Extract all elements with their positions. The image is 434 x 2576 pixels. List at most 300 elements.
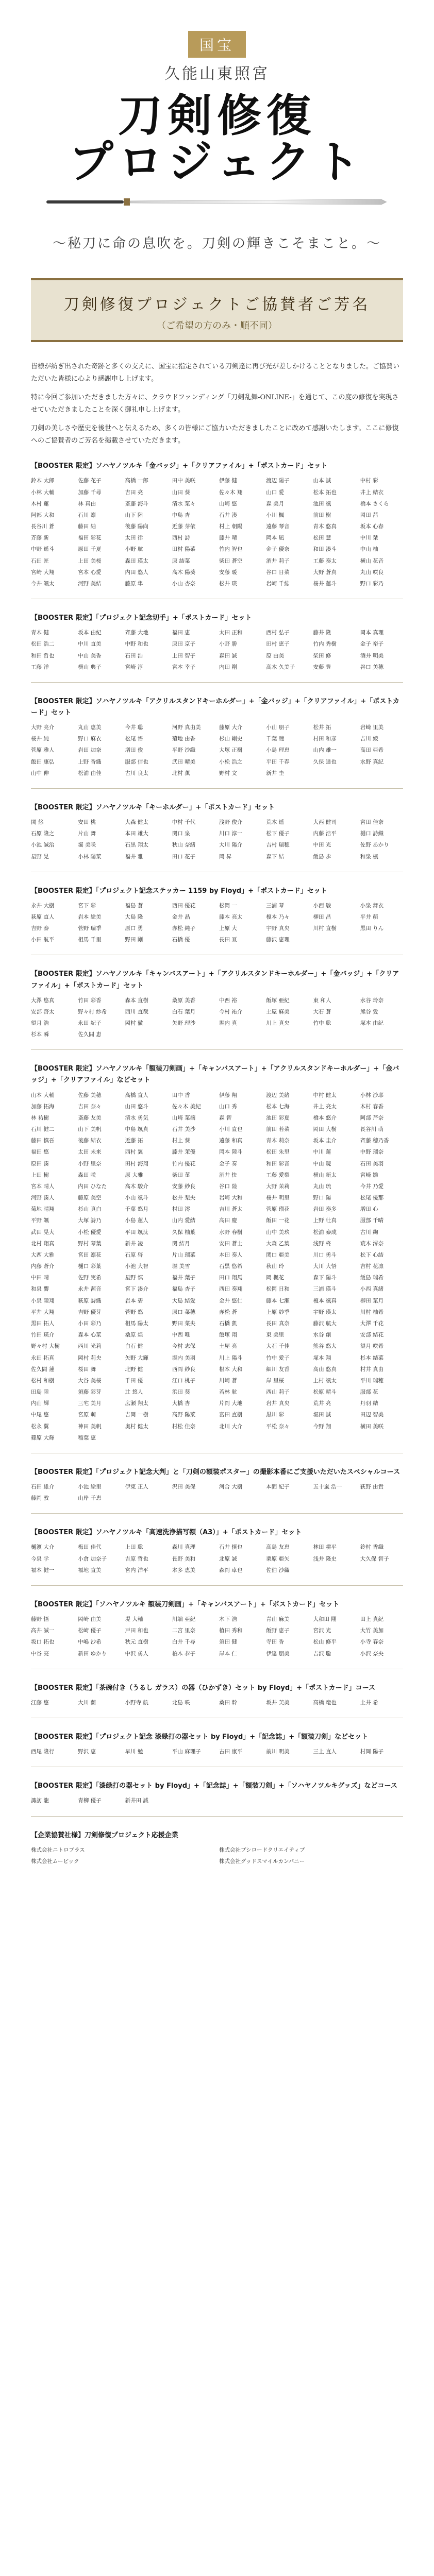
sponsor-name: 坂口 拓也 — [31, 1639, 55, 1646]
sponsor-name: 松永 翼 — [31, 1423, 49, 1430]
sponsor-name: 田島 陸 — [31, 1389, 49, 1396]
sponsor-name: 石橋 優 — [172, 937, 190, 943]
sponsor-name: 堀田 誠 — [313, 1412, 331, 1418]
sponsor-name: 平井 大翔 — [31, 1309, 55, 1315]
sponsor-name: 西田 奏翔 — [219, 1286, 243, 1293]
sponsor-name: 伊達 朋美 — [266, 1650, 290, 1657]
sponsor-name: 大和田 剛 — [313, 1616, 337, 1623]
sponsor-name: 秋山 奈緒 — [172, 842, 196, 849]
sponsor-name: 岡村 莉央 — [78, 1354, 102, 1361]
sponsor-name: 石橋 凱 — [219, 1320, 237, 1327]
sponsor-name: 森本 直樹 — [125, 997, 148, 1004]
sponsor-name: 小泉 舞衣 — [360, 902, 384, 909]
sponsor-name: 杉本 瞬 — [31, 1031, 49, 1038]
intro-paragraph: 刀剣の美しさや歴史を後世へと伝えるため、多くの皆様にご協力いただきましたことに改めて感謝いたします。ここに修復へのご協賛者のご芳名を掲載させていただきます。 — [31, 425, 399, 445]
sponsor-name: 岩井 真央 — [266, 1400, 290, 1407]
sponsor-name: 金子 奏 — [219, 1160, 237, 1167]
sponsor-name: 野村 文 — [219, 770, 237, 776]
sponsor-name: 平川 瑞穂 — [360, 1377, 384, 1384]
section-divider — [31, 1513, 403, 1514]
sponsor-name: 増田 俊 — [125, 747, 143, 754]
sponsor-name: 河合 大樹 — [219, 1483, 243, 1490]
section-divider — [31, 1585, 403, 1586]
sponsor-name: 西岡 紗良 — [172, 1366, 196, 1372]
sponsor-name: 田辺 智美 — [360, 1412, 384, 1418]
sponsor-name: 中西 裕 — [219, 997, 237, 1004]
sponsor-name: 荻野 由貴 — [360, 1483, 384, 1490]
sponsor-name: 田口 花子 — [172, 853, 196, 860]
sponsor-name: 松崎 優子 — [78, 1628, 102, 1634]
sponsor-name: 中野 和也 — [125, 641, 148, 648]
sponsor-name: 斎藤 友美 — [78, 1114, 102, 1121]
sponsor-name: 新井田 誠 — [125, 1798, 148, 1804]
sponsor-name: 平野 沙織 — [172, 747, 196, 754]
sponsor-name: 中川 直美 — [78, 641, 102, 648]
sponsor-name: 河野 湊人 — [31, 1195, 55, 1201]
sponsor-name: 飯野 恵子 — [266, 1628, 290, 1634]
sponsor-name: 岩崎 千紘 — [266, 580, 290, 587]
sponsor-name: 本田 雄大 — [125, 831, 148, 837]
sponsor-name: 山下 美帆 — [78, 1126, 102, 1133]
sponsor-name: 河野 美結 — [78, 580, 102, 587]
sponsor-name: 金子 裕子 — [360, 641, 384, 648]
sponsor-name: 望月 浩 — [31, 1020, 49, 1027]
sponsor-name: 石田 美羽 — [360, 1160, 384, 1167]
sponsor-name: 柴田 菫 — [172, 1172, 190, 1178]
sponsor-name: 中山 暁 — [313, 1160, 331, 1167]
sponsor-name: 奥村 健太 — [125, 1423, 148, 1430]
sponsor-name: 佐久間 恵 — [78, 1031, 102, 1038]
sponsor-name: 山岸 千恵 — [78, 1495, 102, 1502]
sponsor-name: 久保 柚葉 — [172, 1229, 196, 1235]
sponsor-name: 森 美月 — [266, 500, 285, 507]
sponsor-name: 福井 葉子 — [172, 1275, 196, 1281]
sponsor-name: 佐伯 沙織 — [266, 1567, 290, 1573]
sponsor-name: 谷口 日菜 — [266, 569, 290, 575]
sponsor-name: 佐々木 美紀 — [172, 1103, 201, 1110]
sponsor-name: 株式会社ニトロプラス — [31, 1846, 85, 1853]
sponsor-name: 高島 友恵 — [266, 1544, 290, 1551]
sponsor-name: 堀 美咲 — [78, 842, 96, 849]
sponsor-name: 横山 新太 — [313, 1172, 337, 1178]
sponsor-name: 柳田 昌 — [313, 913, 331, 920]
section-divider — [31, 788, 403, 789]
sponsor-name: 西村 詩 — [172, 535, 190, 541]
sponsor-name: 山内 愛結 — [172, 1217, 196, 1224]
sponsor-name: 中嶋 沙希 — [78, 1639, 102, 1646]
sponsor-name: 竹中 聡 — [313, 1020, 331, 1027]
sponsor-name-list — [31, 1483, 403, 1502]
sponsor-section-title: 【BOOSTER 限定】「茶碗付き（うるし ガラス）の器（ひかずき）セット by Floyd」+「ポストカード」コース — [31, 1684, 376, 1692]
sponsor-name: 横山 花音 — [360, 557, 384, 564]
sponsor-name: 宇野 瑛太 — [313, 1309, 337, 1315]
sponsor-name: 三上 直人 — [313, 1749, 337, 1755]
sponsor-name: 宮内 洋平 — [125, 1567, 148, 1573]
sponsor-name: 藤田 紬 — [78, 523, 96, 530]
sponsor-name: 田中 美咲 — [172, 478, 196, 484]
sponsor-name: 浅野 柊 — [313, 1240, 331, 1247]
sponsor-name: 大塚 正樹 — [219, 747, 243, 754]
sponsor-name: 菅原 雅人 — [31, 747, 55, 754]
sponsor-name: 熊谷 悠大 — [313, 1343, 337, 1350]
sponsor-name: 松岡 日和 — [266, 1286, 290, 1293]
sponsor-name: 安部 啓太 — [31, 1008, 55, 1015]
sponsor-name: 木村 蓮 — [31, 500, 49, 507]
sponsor-name: 高山 悠真 — [313, 1366, 337, 1372]
sponsor-name: 飯島 瑞希 — [360, 1275, 384, 1281]
sponsor-name: 三浦 琴 — [266, 902, 285, 909]
sponsor-name-list — [31, 629, 403, 671]
sponsor-name: 安田 桃 — [78, 819, 96, 826]
sponsor-name-list — [31, 724, 403, 777]
sponsor-name-list — [31, 1092, 403, 1442]
sponsor-name: 中沢 勇人 — [125, 1650, 148, 1657]
sponsor-name-list — [31, 902, 403, 944]
sponsor-name: 平松 奈々 — [266, 1423, 290, 1430]
sponsor-name: 小野 航 — [125, 546, 143, 553]
sponsor-section-title: 【BOOSTER 限定】ソハヤノツルキ「アクリルスタンドキーホルダー」+「金バッジ」+「クリアファイル」+「ポストカード」セット — [31, 697, 399, 717]
sponsor-name: 宮下 湊介 — [125, 1286, 148, 1293]
sponsor-name: 杉本 結菜 — [360, 1354, 384, 1361]
sponsor-name: 山田 葵 — [172, 489, 190, 496]
sponsor-name: 上原 紗季 — [266, 1309, 290, 1315]
sponsor-name: 加藤 千尋 — [78, 489, 102, 496]
sponsor-name: 萩原 直人 — [31, 913, 55, 920]
sponsor-name: 伊東 正人 — [125, 1483, 148, 1490]
sponsor-name: 村田 澪 — [172, 1206, 190, 1213]
sponsor-name: 小沢 奈央 — [360, 1650, 384, 1657]
sponsor-name: 土井 希 — [360, 1699, 378, 1706]
sponsor-name: 岸本 仁 — [219, 1650, 237, 1657]
sponsor-name: 川口 淳一 — [219, 831, 243, 837]
section-divider — [31, 682, 403, 683]
sponsor-name: 宮崎 大翔 — [31, 569, 55, 575]
sponsor-name: 岩田 奏多 — [313, 1206, 337, 1213]
sponsor-name: 北川 大介 — [219, 1423, 243, 1430]
sponsor-name: 上村 颯太 — [313, 1377, 337, 1384]
sponsor-name: 村井 真由 — [360, 1366, 384, 1372]
sponsor-name: 岩田 加奈 — [78, 747, 102, 754]
sponsor-name: 大橋 杏 — [172, 1400, 190, 1407]
sponsor-name: 坂本 由紀 — [78, 630, 102, 636]
sponsor-name: 桜田 舞 — [78, 1366, 96, 1372]
sponsor-name: 小田 彩乃 — [78, 1320, 102, 1327]
sponsor-name: 矢野 理沙 — [172, 1020, 196, 1027]
sponsor-name: 小田 航平 — [31, 937, 55, 943]
sponsor-name: 内藤 蒼介 — [31, 1263, 55, 1270]
sponsor-name: 坂本 心春 — [360, 523, 384, 530]
sponsor-name: 丸山 琉 — [313, 1183, 331, 1190]
sponsor-name: 中野 遥斗 — [31, 546, 55, 553]
sponsor-name: 西山 莉子 — [266, 1389, 290, 1396]
sponsor-name: 江口 桃子 — [172, 1377, 196, 1384]
sponsor-name: 原田 京子 — [172, 641, 196, 648]
sponsor-name: 石田 浩 — [125, 652, 143, 659]
sponsor-name: 桜井 純 — [31, 736, 49, 742]
sponsor-name: 和田 彩音 — [266, 1160, 290, 1167]
sponsor-name: 永井 大樹 — [31, 902, 55, 909]
sponsor-name: 酒井 快 — [219, 1172, 237, 1178]
sponsor-name: 藤沢 航大 — [313, 1320, 337, 1327]
sponsor-name: 望月 咲希 — [360, 1343, 384, 1350]
sponsor-name: 小山 朋子 — [266, 724, 290, 731]
sponsor-section — [31, 613, 403, 683]
sponsor-name: 酒井 明美 — [360, 652, 384, 659]
sponsor-name: 吉岡 一樹 — [125, 1412, 148, 1418]
sponsor-name: 近藤 拓 — [125, 1138, 143, 1144]
sponsor-name: 斉藤 穂乃香 — [360, 1138, 389, 1144]
sponsor-name: 渡辺 美緒 — [266, 1092, 290, 1098]
sponsor-name: 大野 茉莉 — [266, 1183, 290, 1190]
sponsor-name: 野沢 恵 — [78, 1749, 96, 1755]
sponsor-name: 本田 奏人 — [219, 1251, 243, 1258]
sponsor-name: 杉山 剛史 — [219, 736, 243, 742]
sponsor-name: 岡 楓花 — [266, 1275, 285, 1281]
sponsor-name: 東 和人 — [313, 997, 331, 1004]
sponsor-name: 長田 真奈 — [266, 1320, 290, 1327]
sponsor-name: 宮沢 光 — [313, 1628, 331, 1634]
sponsor-name: 今野 翔 — [313, 1423, 331, 1430]
sponsor-name: 高木 久美子 — [266, 664, 295, 670]
sponsor-name: 西川 光莉 — [78, 1343, 102, 1350]
sponsor-section — [31, 886, 403, 956]
sponsor-name: 増田 心 — [360, 1206, 378, 1213]
sponsor-name: 吉村 瑞穂 — [266, 842, 290, 849]
sponsor-name: 中川 栞 — [360, 535, 378, 541]
sponsor-name: 桑田 幹 — [219, 1699, 237, 1706]
sponsor-name: 水野 春樹 — [219, 1229, 243, 1235]
sponsor-name: 飯塚 亜紀 — [266, 997, 290, 1004]
sponsor-name: 岩本 絵美 — [78, 913, 102, 920]
sponsor-name: 竹中 愛子 — [266, 1354, 290, 1361]
sponsor-name: 金子 優奈 — [266, 546, 290, 553]
sponsor-name: 田中 香 — [172, 1092, 190, 1098]
sponsor-name: 今井 乃愛 — [360, 1183, 384, 1190]
sponsor-name: 菅野 悠 — [125, 1309, 143, 1315]
sponsor-name: 松本 拓也 — [313, 489, 337, 496]
sponsor-name: 荒井 亮 — [313, 1400, 331, 1407]
sponsor-name: 本多 恵美 — [172, 1567, 196, 1573]
sponsor-name: 中島 颯真 — [125, 1126, 148, 1133]
sponsor-section — [31, 1781, 403, 1816]
sponsor-name: 中村 彩 — [360, 478, 378, 484]
sponsor-name: 土屋 麻美 — [266, 1008, 290, 1015]
sponsor-name: 樋口 彩葉 — [78, 1263, 102, 1270]
sponsor-name: 前田 樹 — [313, 512, 331, 518]
sponsor-name: 堀内 真 — [219, 1020, 237, 1027]
sponsor-name: 鈴村 香織 — [360, 1544, 384, 1551]
sponsor-name: 松田 慧 — [313, 535, 331, 541]
sponsor-name: 新井 圭 — [266, 770, 285, 776]
sponsor-name: 柴田 修 — [313, 652, 331, 659]
sponsor-name: 安藤 豊 — [313, 664, 331, 670]
sponsor-name: 丹羽 結 — [360, 1400, 378, 1407]
sponsor-name: 五十嵐 浩一 — [313, 1483, 342, 1490]
sponsor-name: 藤原 美空 — [78, 1195, 102, 1201]
sponsor-name: 石井 湊 — [219, 512, 237, 518]
sponsor-name: 北島 咲 — [172, 1699, 190, 1706]
sponsor-name: 大塚 詩乃 — [78, 1217, 102, 1224]
sponsor-name: 宮下 彩 — [78, 902, 96, 909]
sponsor-name: 三浦 瑛斗 — [313, 1286, 337, 1293]
sponsor-name: 広瀬 翔太 — [125, 1400, 148, 1407]
sponsor-name: 金井 晶 — [172, 913, 190, 920]
sponsor-name: 飯塚 翔 — [219, 1332, 237, 1338]
sponsor-name: 大野 蒼真 — [313, 569, 337, 575]
sponsor-name: 岩本 碧 — [125, 1297, 143, 1304]
sponsor-name: 小野寺 航 — [125, 1699, 148, 1706]
sponsor-name: 西村 弘子 — [266, 630, 290, 636]
sponsor-name: 今村 祐介 — [219, 1008, 243, 1015]
sponsor-name: 大野 亮介 — [31, 724, 55, 731]
intro-text — [31, 361, 403, 447]
sponsor-section — [31, 1063, 403, 1453]
sponsor-name: 山田 悠斗 — [125, 1103, 148, 1110]
sponsor-name: 若林 航 — [219, 1389, 237, 1396]
sponsor-name: 千葉 悠月 — [125, 1206, 148, 1213]
sponsor-name: 福島 杏子 — [172, 1286, 196, 1293]
sponsor-name: 原 大雅 — [125, 1172, 143, 1178]
sponsor-name: 岩崎 里美 — [360, 724, 384, 731]
sponsor-name: 村田 和彦 — [313, 736, 337, 742]
sponsor-name: 佐々木 翔 — [219, 489, 243, 496]
sponsor-name: 梅田 佳代 — [78, 1544, 102, 1551]
sponsor-name: 岩崎 大和 — [219, 1195, 243, 1201]
sponsor-name: 福地 直美 — [78, 1567, 102, 1573]
sponsor-name: 佐野 あかり — [360, 842, 389, 849]
sponsor-name: 上田 聡 — [125, 1544, 143, 1551]
sponsor-name: 土屋 亮 — [219, 1343, 237, 1350]
sponsor-name: 福井 雅 — [125, 853, 143, 860]
sponsor-name: 中野 瑠奈 — [360, 1149, 384, 1156]
sponsor-section-title: 【BOOSTER 限定】ソハヤノツルキ「キーホルダー」+「ポストカード」セット — [31, 803, 275, 811]
sponsor-name: 樋口 詩織 — [360, 831, 384, 837]
sponsor-name: 藤野 悟 — [31, 1616, 49, 1623]
hero-title-line-1: 刀剣修復 — [118, 90, 316, 142]
sponsor-name: 江藤 悠 — [31, 1699, 49, 1706]
sponsor-section — [31, 1830, 403, 1865]
sponsor-name: 関 悠 — [31, 819, 44, 826]
sponsor-name: 松尾 悟 — [125, 736, 143, 742]
sponsor-name: 森田 瑛太 — [125, 557, 148, 564]
sponsor-name: 青柳 優子 — [78, 1798, 102, 1804]
sponsor-section — [31, 969, 403, 1050]
sponsor-name: 平野 颯 — [31, 1217, 49, 1224]
sponsor-name: 菅原 瑠花 — [266, 1206, 290, 1213]
sponsor-name: 新井 凌 — [125, 1240, 143, 1247]
sponsor-name: 水野 真紀 — [360, 758, 384, 765]
sponsor-name: 宮本 心愛 — [78, 569, 102, 575]
sponsor-name: 石井 美沙 — [172, 1126, 196, 1133]
sponsor-name: 長谷川 蒼 — [31, 523, 55, 530]
sponsor-section — [31, 1683, 403, 1718]
sponsor-name: 吉川 綾 — [360, 736, 378, 742]
sponsor-name: 遠藤 琴音 — [266, 523, 290, 530]
sponsor-name: 吉川 蒼太 — [219, 1206, 243, 1213]
sponsor-name: 遠藤 和真 — [219, 1138, 243, 1144]
sponsor-section-title: 【BOOSTER 限定】ソハヤノツルキ「額装刀剣画」+「キャンバスアート」+「アクリルスタンドキーホルダー」+「金バッジ」+「クリアファイル」などセット — [31, 1065, 399, 1084]
sponsor-name-list — [31, 1846, 403, 1865]
sponsor-name: 石川 健二 — [31, 1126, 55, 1133]
sponsor-name: 酒井 莉子 — [266, 557, 290, 564]
sponsor-name: 岸 里桜 — [266, 1377, 285, 1384]
sponsor-name: 森下 結 — [266, 853, 285, 860]
sponsor-name: 宮原 萌 — [78, 1412, 96, 1418]
sponsor-name-list — [31, 1544, 403, 1574]
sponsor-name: 大竹 美加 — [360, 1628, 384, 1634]
sponsor-name: 宮本 晴人 — [31, 1183, 55, 1190]
sponsor-name: 今泉 学 — [31, 1555, 49, 1562]
sponsor-section-title: 【BOOSTER 限定】「漆緑打の器セット by Floyd」+「記念誌」+「額装刀剣」+「ソハヤノツルキグッズ」などコース — [31, 1782, 397, 1790]
sponsor-name: 原 由美 — [266, 652, 285, 659]
sponsor-name: 橋本 さくら — [360, 500, 389, 507]
sponsor-name: 服部 信也 — [125, 758, 148, 765]
sponsor-name: 大久保 智子 — [360, 1555, 389, 1562]
sponsor-name-list — [31, 477, 403, 587]
sponsor-name: 竹内 秀樹 — [313, 641, 337, 648]
sponsor-name: 太田 正和 — [219, 630, 243, 636]
sponsor-name: 塚本 由紀 — [360, 1020, 384, 1027]
sponsor-name: 松浦 由佳 — [78, 770, 102, 776]
sponsor-name: 諏訪 龍 — [31, 1798, 49, 1804]
sponsor-name: 黒田 拓人 — [31, 1320, 55, 1327]
sponsor-name: 赤松 蒼 — [219, 1309, 237, 1315]
sponsor-name: 藤井 晴 — [219, 535, 237, 541]
sponsor-section-title: 【BOOSTER 限定】「プロジェクト記念切手」+「ポストカード」セット — [31, 614, 252, 622]
sponsor-name: 片山 舞 — [78, 831, 96, 837]
sponsor-name: 白井 千尋 — [172, 1639, 196, 1646]
sponsor-name: 内田 悠人 — [125, 569, 148, 575]
sponsor-name: 横山 典子 — [78, 664, 102, 670]
sponsor-name: 工藤 愛梨 — [266, 1172, 290, 1178]
sponsor-name: 松井 拓 — [313, 724, 331, 731]
sponsor-section-title: 【BOOSTER 限定】ソハヤノツルキ「高速洗浄描写額（A3）」+「ポストカード」セット — [31, 1529, 302, 1537]
sponsor-name: 青木 悠真 — [313, 523, 337, 530]
sponsor-name: 吉野 泰 — [31, 925, 49, 932]
sponsor-name: 永田 紀子 — [78, 1020, 102, 1027]
sponsor-name: 飯田 一花 — [266, 1217, 290, 1224]
sponsor-name: 木下 浩 — [219, 1616, 237, 1623]
sponsor-section — [31, 461, 403, 599]
sponsor-name: 西田 優花 — [172, 902, 196, 909]
hero-title-block — [0, 31, 434, 189]
sponsor-name: 武田 晃大 — [31, 1229, 55, 1235]
sponsor-name: 藤本 亮太 — [219, 913, 243, 920]
sponsor-name: 桜井 明里 — [266, 1195, 290, 1201]
sponsor-name: 株式会社ブシロードクリエイティブ — [219, 1846, 305, 1853]
sponsor-name: 小寺 春奈 — [360, 1639, 384, 1646]
sponsor-name: 岡本 真理 — [360, 630, 384, 636]
sponsor-name: 内藤 浩平 — [313, 831, 337, 837]
sponsor-name: 岡崎 由美 — [78, 1616, 102, 1623]
sponsor-name: 古田 康平 — [219, 1749, 243, 1755]
sponsor-name: 平田 颯汰 — [125, 1229, 148, 1235]
sponsor-name-list — [31, 1616, 403, 1657]
sponsor-name: 加藤 拓海 — [31, 1103, 55, 1110]
sponsor-name: 武田 晴美 — [172, 758, 196, 765]
sponsor-name: 中山 柚 — [360, 546, 378, 553]
sponsor-name: 北野 健 — [125, 1366, 143, 1372]
sponsor-name: 柴田 蒼空 — [219, 557, 243, 564]
sponsor-name: 坂井 芙美 — [266, 1699, 290, 1706]
sponsor-section — [31, 1527, 403, 1586]
sponsor-name: 石原 隆之 — [31, 831, 55, 837]
sponsor-name: 服部 千晴 — [360, 1217, 384, 1224]
sponsor-name: 西村 翼 — [125, 1149, 143, 1156]
sponsor-name: 東 美里 — [266, 1332, 285, 1338]
sponsor-name: 桑原 美香 — [172, 997, 196, 1004]
sponsor-name: 原口 勇 — [125, 925, 143, 932]
